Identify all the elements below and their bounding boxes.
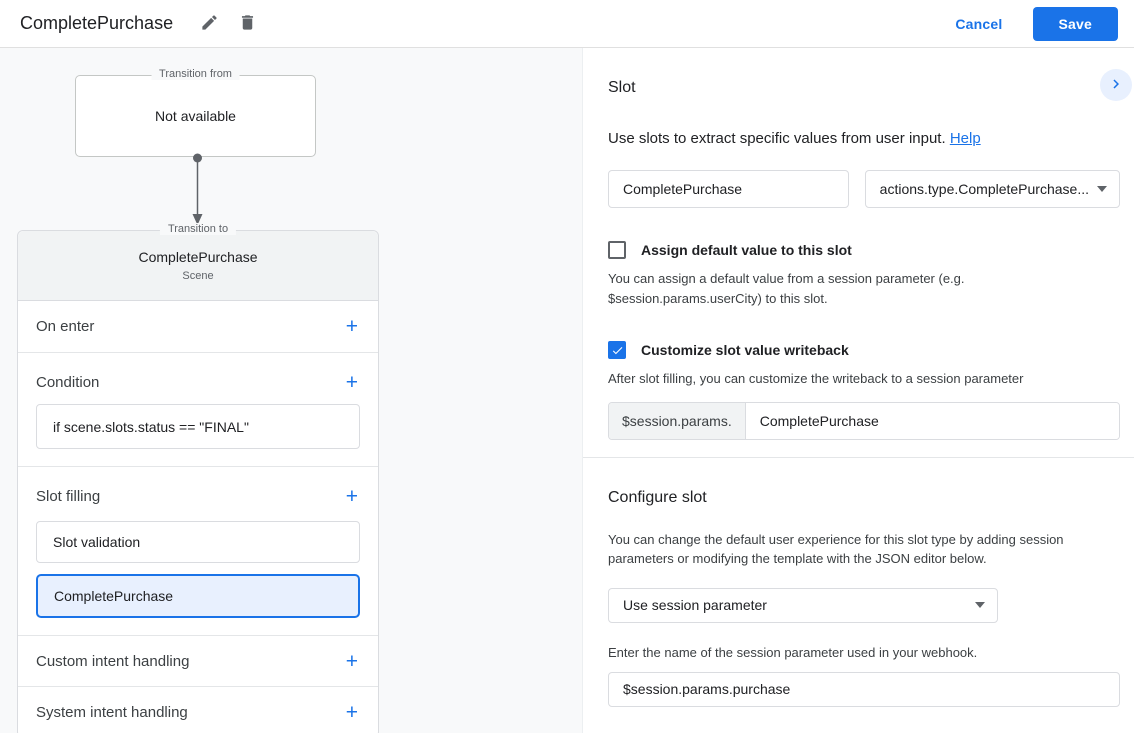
- on-enter-label: On enter: [36, 318, 95, 335]
- writeback-description: After slot filling, you can customize the writeback to a session parameter: [608, 371, 1024, 386]
- trash-icon: [238, 13, 257, 35]
- transition-to-label: Transition to: [160, 223, 236, 235]
- condition-label: Condition: [36, 373, 100, 391]
- help-link[interactable]: Help: [949, 130, 981, 147]
- assign-default-description: You can assign a default value from a session parameter (e.g. $session.params.userCity) to this slot.: [608, 271, 965, 306]
- add-slot-button[interactable]: +: [345, 484, 358, 508]
- writeback-label[interactable]: Customize slot value writeback: [641, 342, 849, 358]
- writeback-checkbox[interactable]: [608, 341, 626, 359]
- configure-slot-description: You can change the default user experience for this slot type by adding session parameters or modifying the template with the JSON editor below.: [608, 531, 1064, 566]
- slot-intro-text: [608, 130, 1120, 147]
- section-condition: [18, 352, 378, 466]
- configure-slot-title: Configure slot: [608, 488, 707, 506]
- session-params-prefix: $session.params.: [609, 403, 746, 439]
- edit-title-button[interactable]: [195, 10, 223, 38]
- transition-from-value: Not available: [155, 108, 236, 124]
- add-system-intent-button[interactable]: +: [345, 700, 358, 724]
- scene-card: [17, 223, 379, 733]
- custom-intent-label: Custom intent handling: [36, 652, 190, 670]
- collapse-panel-button[interactable]: [1100, 69, 1132, 101]
- transition-from-box: [75, 68, 316, 157]
- section-slot-filling: [18, 466, 378, 635]
- dropdown-arrow-icon: [975, 602, 985, 608]
- chevron-right-icon: [1107, 75, 1125, 96]
- slot-name-input[interactable]: [608, 170, 849, 208]
- webhook-param-hint: Enter the name of the session parameter used in your webhook.: [608, 644, 978, 660]
- writeback-param-input[interactable]: [746, 403, 1119, 439]
- scene-name: CompletePurchase: [138, 249, 258, 265]
- scene-diagram-pane: [0, 48, 583, 733]
- webhook-param-input[interactable]: [608, 672, 1120, 707]
- slot-editor-pane: [583, 48, 1134, 733]
- cancel-button[interactable]: Cancel: [955, 15, 1003, 32]
- delete-scene-button[interactable]: [233, 10, 261, 38]
- slot-type-value: actions.type.CompletePurchase...: [879, 181, 1089, 197]
- slot-type-dropdown[interactable]: [865, 170, 1120, 208]
- condition-item[interactable]: if scene.slots.status == "FINAL": [36, 404, 360, 449]
- assign-default-label[interactable]: Assign default value to this slot: [641, 242, 852, 258]
- slot-validation-item[interactable]: Slot validation: [36, 521, 360, 563]
- section-system-intent[interactable]: [18, 686, 378, 733]
- add-custom-intent-button[interactable]: +: [345, 649, 358, 673]
- config-method-dropdown[interactable]: [608, 588, 998, 623]
- pencil-icon: [200, 13, 219, 35]
- panel-title: Slot: [608, 79, 636, 96]
- dropdown-arrow-icon: [1097, 186, 1107, 192]
- intro-text: Use slots to extract specific values from user input.: [608, 130, 946, 147]
- system-intent-label: System intent handling: [36, 703, 188, 721]
- section-custom-intent[interactable]: [18, 635, 378, 686]
- config-method-value: Use session parameter: [623, 597, 767, 613]
- transition-arrow-icon: [190, 153, 205, 232]
- transition-from-label: Transition from: [151, 68, 240, 80]
- scene-card-header: [18, 231, 378, 301]
- section-on-enter[interactable]: [18, 301, 378, 352]
- slot-item-selected[interactable]: CompletePurchase: [36, 574, 360, 618]
- add-condition-button[interactable]: +: [345, 370, 358, 394]
- slot-filling-label: Slot filling: [36, 487, 101, 505]
- writeback-param-field: [608, 402, 1120, 440]
- top-bar: [0, 0, 1134, 48]
- add-on-enter-button[interactable]: +: [345, 315, 358, 338]
- assign-default-checkbox[interactable]: [608, 241, 626, 259]
- save-button[interactable]: Save: [1033, 7, 1119, 41]
- page-title: CompletePurchase: [20, 13, 174, 33]
- scene-type: Scene: [182, 270, 214, 282]
